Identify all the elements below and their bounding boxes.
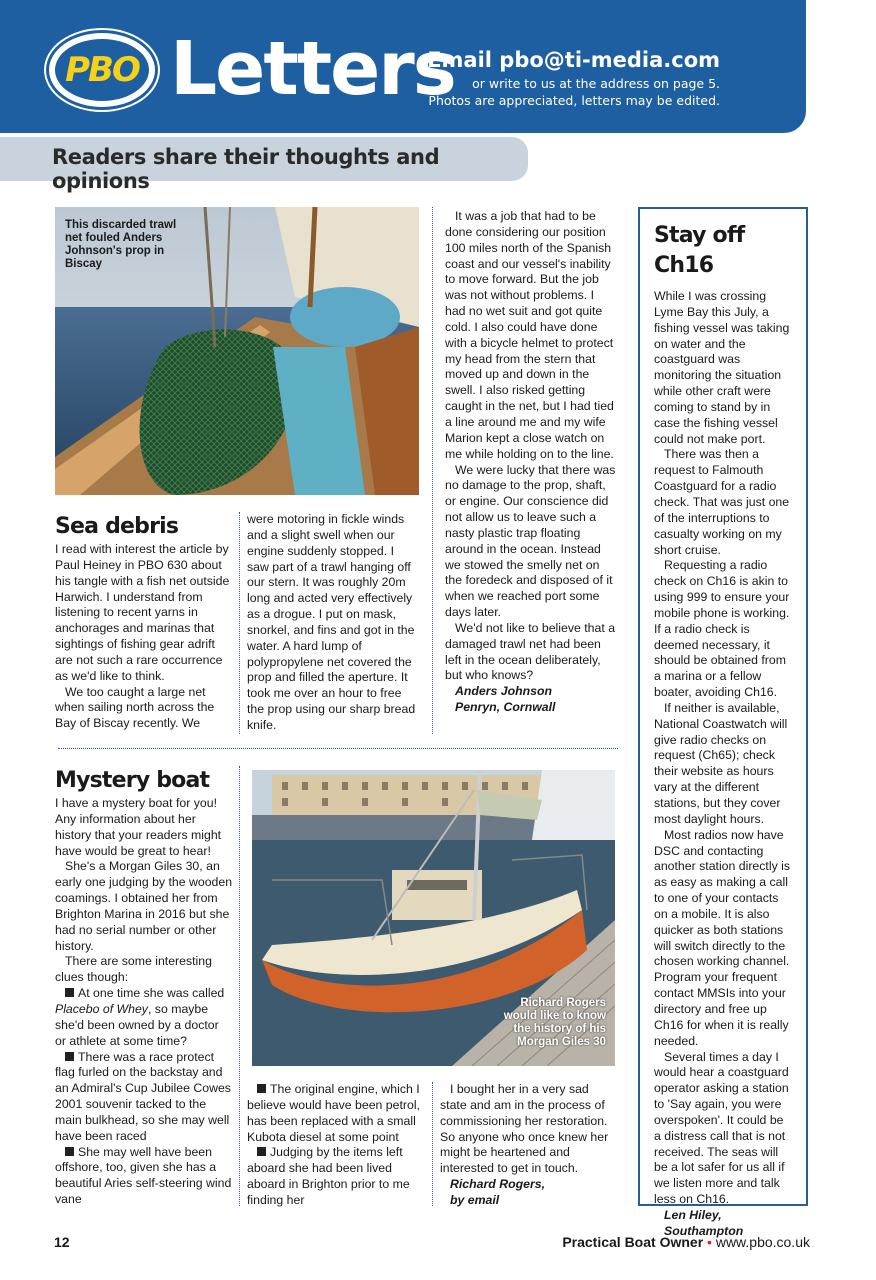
sidebar-body: [654, 289, 792, 1240]
paragraph: I read with interest the article by Paul Heiney in PBO 630 about his tangle with a fish net outside Harwich. I understand from listening to recent yarns in anchorages and marinas that sightings of fishing gear adrift are not such a rare occurrence as we'd like to think.: [55, 542, 230, 683]
paragraph: We were lucky that there was no damage to the prop, shaft, or engine. Our conscience did not allow us to leave such a nasty plastic trap floating around in the ocean. Instead we stowed the smelly net on the foredeck and disposed of it when we reached port some days later.: [445, 462, 616, 620]
address-note: or write to us at the address on page 5.: [472, 76, 720, 91]
signature-location: by email: [450, 1192, 500, 1207]
signature-name: Anders Johnson: [455, 684, 553, 699]
paragraph: were motoring in fickle winds and a slight swell when our engine suddenly stopped. I saw part of a trawl hanging off our stern. It was roughly 20m long and acted very effectively as a drogue. I put on mask, snorkel, and fins and got in the water. A hard lump of polypropylene net covered the prop and filled the aperture. It took me over an hour to free the prop using our sharp bread knife.: [247, 512, 416, 732]
paragraph: It was a job that had to be done considering our position 100 miles north of the Spanish coast and our vessel's inability to move forward. But the job was not without problems. I had no wet suit and got quite cold. I also could have done with a bicycle helmet to protect my head from the stern that moved up and down in the swell. I also risked getting caught in the net, but I had tied a line around me and my wife Marion kept a close watch on me while holding on to the line.: [445, 209, 614, 461]
column-divider: [239, 512, 240, 734]
signature-location: Penryn, Cornwall: [455, 700, 556, 715]
paragraph: There are some interesting clues though:: [55, 954, 212, 985]
strapline-banner: [0, 137, 528, 193]
square-bullet-icon: [257, 1084, 266, 1093]
square-bullet-icon: [65, 988, 74, 997]
bullet-item: The original engine, which I believe would have been petrol, has been replaced with a small Kubota diesel at some point: [247, 1082, 420, 1144]
masthead-subtext: [428, 75, 720, 109]
headline-stay-off-ch16: Stay off Ch16: [654, 223, 745, 278]
paragraph: We too caught a large net when sailing north across the Bay of Biscay recently. We: [55, 684, 215, 731]
paragraph: Most radios now have DSC and contacting another station directly is as easy as making a call to one of your contacts on a mobile. It is also quicker as both stations will switch directly to the chosen working channel. Program your frequent contact MMSIs into your directory and free up Ch16 for when it is really needed.: [654, 827, 791, 1048]
paragraph: While I was crossing Lyme Bay this July, a fishing vessel was taking on water and the coastguard was monitoring the situation while other craft were coming to stand by in case the fishing vessel could not make port.: [654, 289, 790, 446]
paragraph: We'd not like to believe that a damaged trawl net had been left in the ocean deliberately, but who knows?: [445, 620, 616, 683]
photo-caption-morgan-giles: Richard Rogers would like to know the history of his Morgan Giles 30: [503, 997, 606, 1048]
column-divider: [432, 1082, 433, 1206]
signature-name: Richard Rogers,: [450, 1177, 545, 1192]
logo-text: PBO: [65, 50, 139, 90]
sea-debris-col-1: [55, 512, 233, 732]
publication-name: Practical Boat Owner: [562, 1234, 704, 1250]
email-line: Email pbo@ti-media.com: [427, 48, 720, 72]
paragraph: She's a Morgan Giles 30, an early one judging by the wooden coamings. I obtained her from Brighton Marina in 2016 but she had no serial number or other history.: [55, 859, 233, 953]
bullet-item: At one time she was called Placebo of Whey, so maybe she'd been owned by a doctor or athlete at some time?: [55, 986, 225, 1048]
square-bullet-icon: [257, 1147, 266, 1156]
bullet-item: Judging by the items left aboard she had been lived aboard in Brighton prior to me finding her: [247, 1145, 410, 1207]
paragraph: Requesting a radio check on Ch16 is akin to using 999 to ensure your mobile phone is working. If a radio check is deemed necessary, it should be obtained from a marina or a fellow boater, avoiding Ch16.: [654, 558, 790, 700]
strapline: Readers share their thoughts and opinions: [52, 145, 440, 193]
masthead: [0, 0, 806, 133]
page-number: 12: [54, 1234, 70, 1250]
photos-note: Photos are appreciated, letters may be edited.: [428, 93, 720, 108]
mystery-boat-col-3: [440, 1082, 618, 1209]
section-divider: [58, 748, 618, 749]
sidebar-stay-off-ch16: [638, 207, 808, 1238]
sea-debris-col-3: [445, 209, 617, 716]
website-link[interactable]: www.pbo.co.uk: [715, 1234, 810, 1250]
paragraph: Several times a day I would hear a coastguard operator asking a station to 'Say again, you were overspoken'. It could be a distress call that is not received. The seas will be a lot safer for us all if we listen more and talk less on Ch16.: [654, 1049, 789, 1207]
pbo-logo: [46, 30, 158, 110]
column-divider: [239, 766, 240, 1206]
paragraph: I have a mystery boat for you! Any information about her history that your readers might have would be great to hear!: [55, 796, 222, 858]
sea-debris-col-2: [247, 512, 419, 734]
mystery-boat-col-2: [247, 1082, 427, 1209]
paragraph: I bought her in a very sad state and am in the process of commissioning her restoration. So anyone who once knew her might be heartened and interested to get in touch.: [440, 1082, 609, 1176]
bullet-item: There was a race protect flag furled on the backstay and an Admiral's Cup Jubilee Cowes 2001 souvenir tacked to the main bulkhead, so she may well have been raced: [55, 1049, 231, 1143]
column-divider: [432, 207, 433, 734]
signature-location: Southampton: [664, 1223, 744, 1238]
photo-caption-trawl: This discarded trawl net fouled Anders Johnson's prop in Biscay: [65, 219, 177, 270]
paragraph: There was then a request to Falmouth Coastguard for a radio check. That was just one of the interruptions to casualty working on my short cruise.: [654, 447, 790, 557]
square-bullet-icon: [65, 1052, 74, 1061]
signature-name: Len Hiley,: [664, 1207, 722, 1222]
paragraph: If neither is available, National Coastwatch will give radio checks on request (Ch65); check their website as hours vary at the different stations, but they cover most daylight hours.: [654, 700, 788, 826]
bullet-item: She may well have been offshore, too, given she has a beautiful Aries self-steering wind vane: [55, 1144, 232, 1207]
headline-mystery-boat: Mystery boat: [55, 768, 210, 793]
publication-footer: [562, 1234, 810, 1250]
square-bullet-icon: [65, 1147, 74, 1156]
headline-sea-debris: Sea debris: [55, 514, 179, 539]
page-title: Letters: [170, 26, 455, 112]
bullet-separator: •: [707, 1234, 712, 1250]
mystery-boat-col-1: [55, 766, 233, 1208]
